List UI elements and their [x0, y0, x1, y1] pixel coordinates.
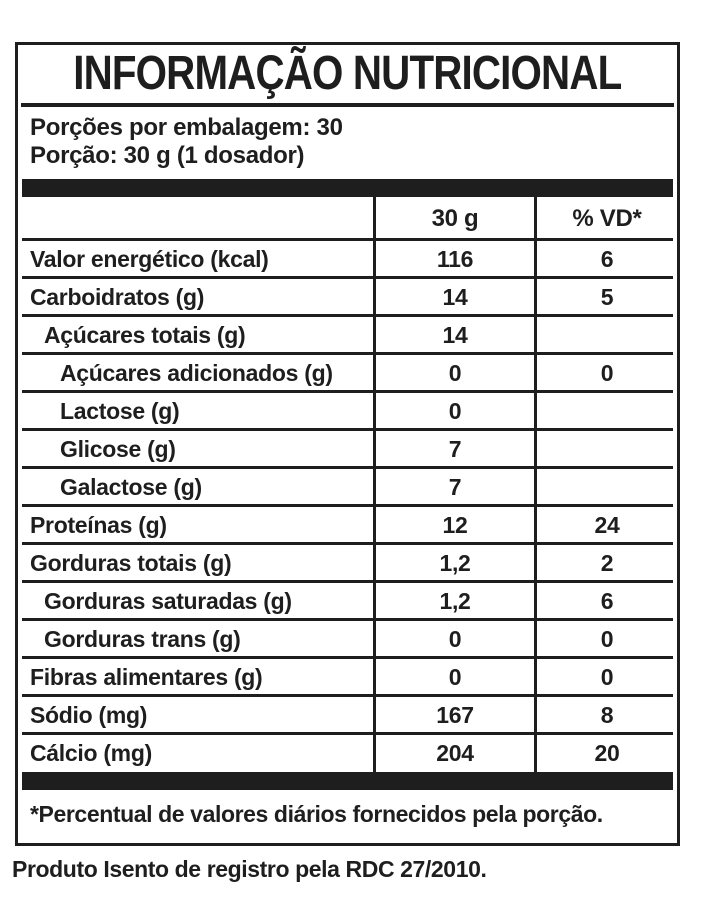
nutrient-amount: 14: [373, 278, 534, 316]
table-row: [18, 316, 677, 354]
nutrient-label: Cálcio (mg): [30, 739, 152, 766]
nutrient-amount: 7: [373, 468, 534, 506]
serving-info: [18, 107, 677, 179]
nutrient-amount: 0: [373, 620, 534, 658]
nutrient-label: Lactose (g): [60, 397, 180, 424]
table-row: [18, 620, 677, 658]
nutrient-label: Valor energético (kcal): [30, 245, 269, 272]
nutrient-label: Carboidratos (g): [30, 283, 205, 310]
nutrient-amount: 0: [373, 658, 534, 696]
table-row: [18, 240, 677, 278]
nutrient-dv: 0: [534, 658, 677, 696]
table-row: [18, 468, 677, 506]
nutrient-dv: 24: [534, 506, 677, 544]
nutrient-dv: 0: [534, 354, 677, 392]
nutrient-label: Açúcares totais (g): [44, 321, 246, 348]
nutrition-table-body: [18, 240, 677, 772]
registration-note: Produto Isento de registro pela RDC 27/2010.: [12, 856, 487, 882]
nutrient-dv: 0: [534, 620, 677, 658]
nutrient-dv: 6: [534, 240, 677, 278]
nutrition-title-wrap: [18, 45, 677, 103]
nutrient-amount: 204: [373, 734, 534, 772]
nutrition-label-box: [15, 42, 680, 846]
nutrient-amount: 12: [373, 506, 534, 544]
nutrient-dv: [534, 392, 677, 430]
nutrient-amount: 167: [373, 696, 534, 734]
nutrient-label: Sódio (mg): [30, 701, 148, 728]
header-nutrient-column: [18, 197, 373, 240]
nutrient-dv: 6: [534, 582, 677, 620]
table-row: [18, 544, 677, 582]
nutrient-dv: [534, 430, 677, 468]
nutrient-dv: 20: [534, 734, 677, 772]
nutrient-dv: 8: [534, 696, 677, 734]
nutrient-label: Proteínas (g): [30, 511, 167, 538]
nutrient-amount: 1,2: [373, 544, 534, 582]
section-bar-bottom: [22, 772, 673, 790]
nutrient-amount: 0: [373, 392, 534, 430]
header-dv-column: % VD*: [534, 197, 677, 240]
nutrient-label: Fibras alimentares (g): [30, 663, 263, 690]
nutrient-amount: 7: [373, 430, 534, 468]
table-row: [18, 734, 677, 772]
nutrient-label: Gorduras saturadas (g): [44, 587, 292, 614]
table-row: [18, 278, 677, 316]
table-row: [18, 392, 677, 430]
section-bar-top: [22, 179, 673, 197]
table-header-row: [18, 197, 677, 240]
nutrient-dv: 5: [534, 278, 677, 316]
nutrient-label: Glicose (g): [60, 435, 176, 462]
servings-per-package: Porções por embalagem: 30: [30, 114, 343, 141]
nutrient-amount: 1,2: [373, 582, 534, 620]
nutrient-label: Gorduras totais (g): [30, 549, 232, 576]
table-row: [18, 658, 677, 696]
nutrition-table: [18, 197, 677, 772]
nutrient-amount: 116: [373, 240, 534, 278]
nutrient-amount: 14: [373, 316, 534, 354]
nutrient-label: Açúcares adicionados (g): [60, 359, 333, 386]
table-row: [18, 696, 677, 734]
nutrient-dv: [534, 316, 677, 354]
header-amount-column: 30 g: [373, 197, 534, 240]
nutrient-label: Galactose (g): [60, 473, 202, 500]
table-row: [18, 354, 677, 392]
nutrient-dv: 2: [534, 544, 677, 582]
table-row: [18, 506, 677, 544]
nutrient-dv: [534, 468, 677, 506]
table-row: [18, 430, 677, 468]
nutrient-label: Gorduras trans (g): [44, 625, 241, 652]
nutrition-title: INFORMAÇÃO NUTRICIONAL: [73, 47, 622, 100]
serving-size: Porção: 30 g (1 dosador): [30, 142, 305, 169]
dv-footnote: *Percentual de valores diários fornecidos pela porção.: [30, 801, 603, 827]
nutrient-amount: 0: [373, 354, 534, 392]
table-row: [18, 582, 677, 620]
